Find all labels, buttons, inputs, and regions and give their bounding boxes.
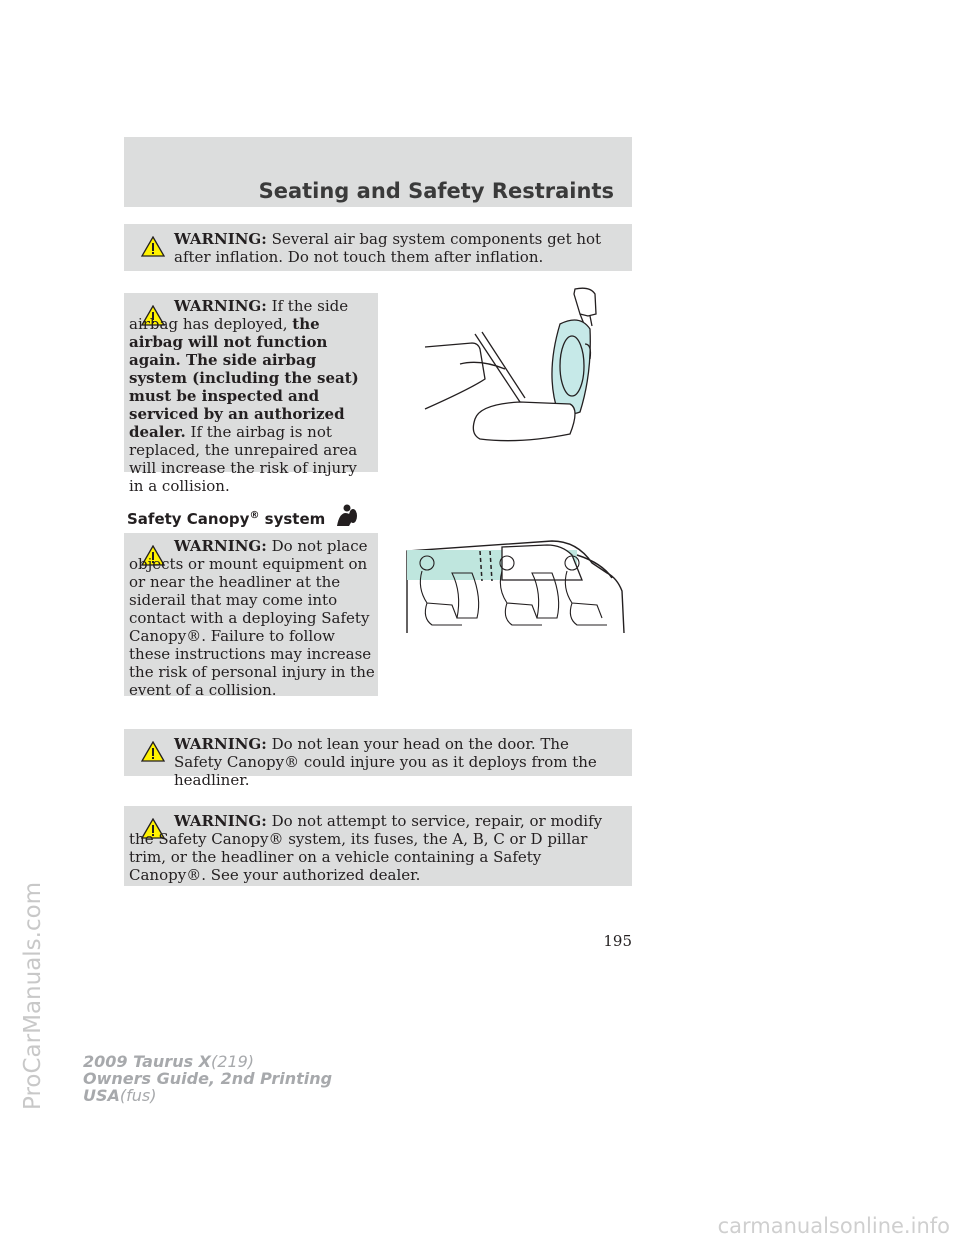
warning-label: WARNING: — [174, 812, 267, 830]
warning-box-service — [124, 806, 632, 886]
footer-market-code: (fus) — [119, 1086, 157, 1105]
warning-box-lean-head — [124, 729, 632, 789]
warning-text: Do not place objects or mount equipment on or near the headliner at the siderail that may come into contact with a deploying Safety Canopy®. Failure to follow these instructions may increase the risk of personal injury in the event of a collision. — [129, 537, 375, 699]
warning-label: WARNING: — [174, 537, 267, 555]
warning-label: WARNING: — [174, 297, 267, 315]
warning-text: Do not attempt to service, repair, or modify the Safety Canopy® system, its fuses, the A, B, C or D pillar trim, or the headliner on a vehicle containing a Safety Canopy®. See your authorized dealer. — [129, 812, 603, 884]
section-title-suffix: system — [259, 510, 326, 528]
warning-text: Do not lean your head on the door. The Safety Canopy® could injure you as it deploys from the headliner. — [174, 735, 597, 789]
safety-canopy-illustration — [402, 533, 632, 643]
footer-model: 2009 Taurus X — [83, 1052, 212, 1071]
warning-box-hot-components — [124, 224, 632, 271]
occupant-airbag-icon — [331, 504, 359, 528]
footer — [83, 1053, 332, 1104]
warning-text: If the airbag is not replaced, the unrepaired area will increase the risk of injury in a collision. — [129, 423, 358, 495]
side-watermark: ProCarManuals.com — [20, 881, 46, 1110]
footer-market: USA — [83, 1086, 120, 1105]
seat-airbag-illustration — [420, 284, 630, 454]
footer-code: (219) — [211, 1052, 255, 1071]
warning-text: If the side airbag has deployed, — [129, 297, 349, 333]
page-title: Seating and Safety Restraints — [258, 179, 614, 203]
warning-box-side-airbag — [124, 293, 378, 495]
registered-mark: ® — [249, 510, 260, 521]
warning-text: Several air bag system components get hot after inflation. Do not touch them after inflation. — [174, 230, 602, 266]
warning-triangle-icon — [141, 236, 165, 257]
header-bar — [124, 137, 632, 207]
warning-text-bold: the airbag will not function again. The side airbag system (including the seat) must be inspected and serviced by an authorized dealer. — [129, 315, 359, 441]
warning-triangle-icon — [141, 741, 165, 762]
warning-label: WARNING: — [174, 735, 267, 753]
section-title-text: Safety Canopy — [127, 510, 250, 528]
warning-box-headliner — [124, 533, 378, 699]
footer-printing: Owners Guide, 2nd Printing — [83, 1069, 333, 1088]
page-number: 195 — [603, 932, 632, 950]
bottom-watermark: carmanualsonline.info — [717, 1214, 950, 1238]
warning-label: WARNING: — [174, 230, 267, 248]
section-title — [127, 504, 359, 528]
